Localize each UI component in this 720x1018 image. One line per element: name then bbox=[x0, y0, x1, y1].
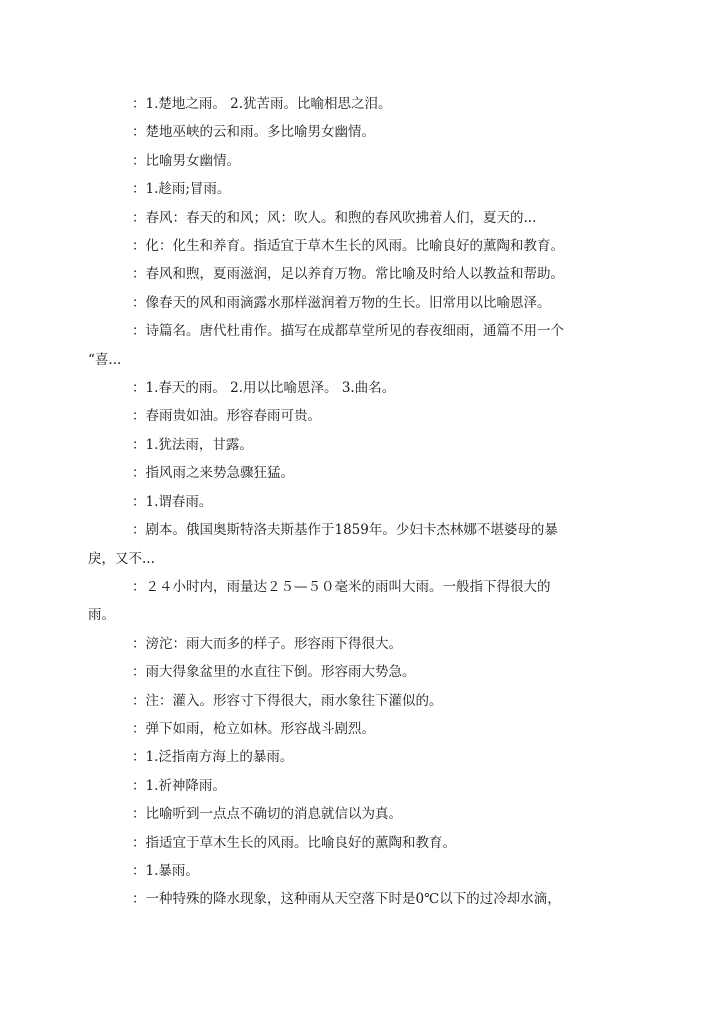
entry-text: ：1.祈神降雨。 bbox=[132, 777, 226, 794]
entry-text: ：1.暴雨。 bbox=[132, 862, 199, 879]
entry-text: ：1.趁雨;冒雨。 bbox=[132, 181, 231, 198]
definition-entry bbox=[110, 289, 610, 317]
entry-text: ：1.谓春雨。 bbox=[132, 493, 213, 510]
definition-entry bbox=[110, 204, 610, 232]
definition-entry bbox=[110, 431, 610, 459]
definition-entry bbox=[110, 857, 610, 885]
entry-text-continued: 戾，又不... bbox=[88, 550, 155, 567]
entry-text-continued: 雨。 bbox=[88, 607, 115, 624]
definition-entry bbox=[110, 829, 610, 857]
entry-text: ：比喻听到一点点不确切的消息就信以为真。 bbox=[132, 806, 402, 823]
definition-entry bbox=[110, 658, 610, 686]
definition-entry bbox=[110, 772, 610, 800]
definition-entry bbox=[88, 516, 610, 573]
definition-entry bbox=[110, 402, 610, 430]
definition-entry bbox=[110, 715, 610, 743]
entry-text: ：注：灌入。形容寸下得很大，雨水象往下灌似的。 bbox=[132, 692, 443, 709]
entry-text: ：指适宜于草木生长的风雨。比喻良好的薰陶和教育。 bbox=[132, 834, 456, 851]
entry-text-continued: “喜... bbox=[88, 351, 122, 368]
definition-entry bbox=[110, 687, 610, 715]
definition-entry bbox=[110, 459, 610, 487]
entry-text: ：弹下如雨，枪立如林。形容战斗剧烈。 bbox=[132, 720, 375, 737]
definition-entry bbox=[110, 743, 610, 771]
definition-entry bbox=[110, 800, 610, 828]
definition-entry bbox=[110, 885, 610, 913]
definition-entry bbox=[110, 630, 610, 658]
entry-text: ：1.春天的雨。 2.用以比喻恩泽。 3.曲名。 bbox=[132, 380, 396, 397]
entry-text: ：楚地巫峡的云和雨。多比喻男女幽情。 bbox=[132, 124, 375, 141]
entry-text: ：雨大得象盆里的水直往下倒。形容雨大势急。 bbox=[132, 664, 416, 681]
entry-text: ：２４小时内，雨量达２５—５０毫米的雨叫大雨。一般指下得很大的 bbox=[132, 578, 551, 595]
definition-entry bbox=[110, 232, 610, 260]
definition-entry bbox=[110, 175, 610, 203]
entry-text: ：滂沱：雨大而多的样子。形容雨下得很大。 bbox=[132, 635, 402, 652]
entry-text: ：诗篇名。唐代杜甫作。描写在成都草堂所见的春夜细雨，通篇不用一个 bbox=[132, 323, 564, 340]
entry-text: ：春风：春天的和风；风：吹人。和煦的春风吹拂着人们，夏天的... bbox=[132, 209, 537, 226]
entry-text: ：1.犹法雨，甘露。 bbox=[132, 436, 253, 453]
definition-entry bbox=[88, 317, 610, 374]
definition-entry bbox=[110, 260, 610, 288]
entry-text: ：像春天的风和雨滴露水那样滋润着万物的生长。旧常用以比喻恩泽。 bbox=[132, 294, 551, 311]
definition-entry bbox=[110, 118, 610, 146]
definition-list bbox=[88, 90, 610, 914]
entry-text: ：春雨贵如油。形容春雨可贵。 bbox=[132, 408, 321, 425]
definition-entry bbox=[110, 488, 610, 516]
definition-entry bbox=[110, 374, 610, 402]
entry-text: ：1.楚地之雨。 2.犹苦雨。比喻相思之泪。 bbox=[132, 96, 392, 112]
entry-text: ：1.泛指南方海上的暴雨。 bbox=[132, 749, 294, 766]
entry-text: ：一种特殊的降水现象，这种雨从天空落下时是0℃以下的过冷却水滴， bbox=[132, 891, 561, 908]
definition-entry bbox=[110, 90, 610, 118]
definition-entry bbox=[88, 573, 610, 630]
definition-entry bbox=[110, 147, 610, 175]
entry-text: ：剧本。俄国奥斯特洛夫斯基作于1859年。少妇卡杰林娜不堪婆母的暴 bbox=[132, 522, 558, 539]
entry-text: ：化：化生和养育。指适宜于草木生长的风雨。比喻良好的薰陶和教育。 bbox=[132, 238, 564, 255]
entry-text: ：春风和煦，夏雨滋润，足以养育万物。常比喻及时给人以教益和帮助。 bbox=[132, 266, 564, 283]
entry-text: ：指风雨之来势急骤狂猛。 bbox=[132, 465, 294, 482]
entry-text: ：比喻男女幽情。 bbox=[132, 152, 240, 169]
